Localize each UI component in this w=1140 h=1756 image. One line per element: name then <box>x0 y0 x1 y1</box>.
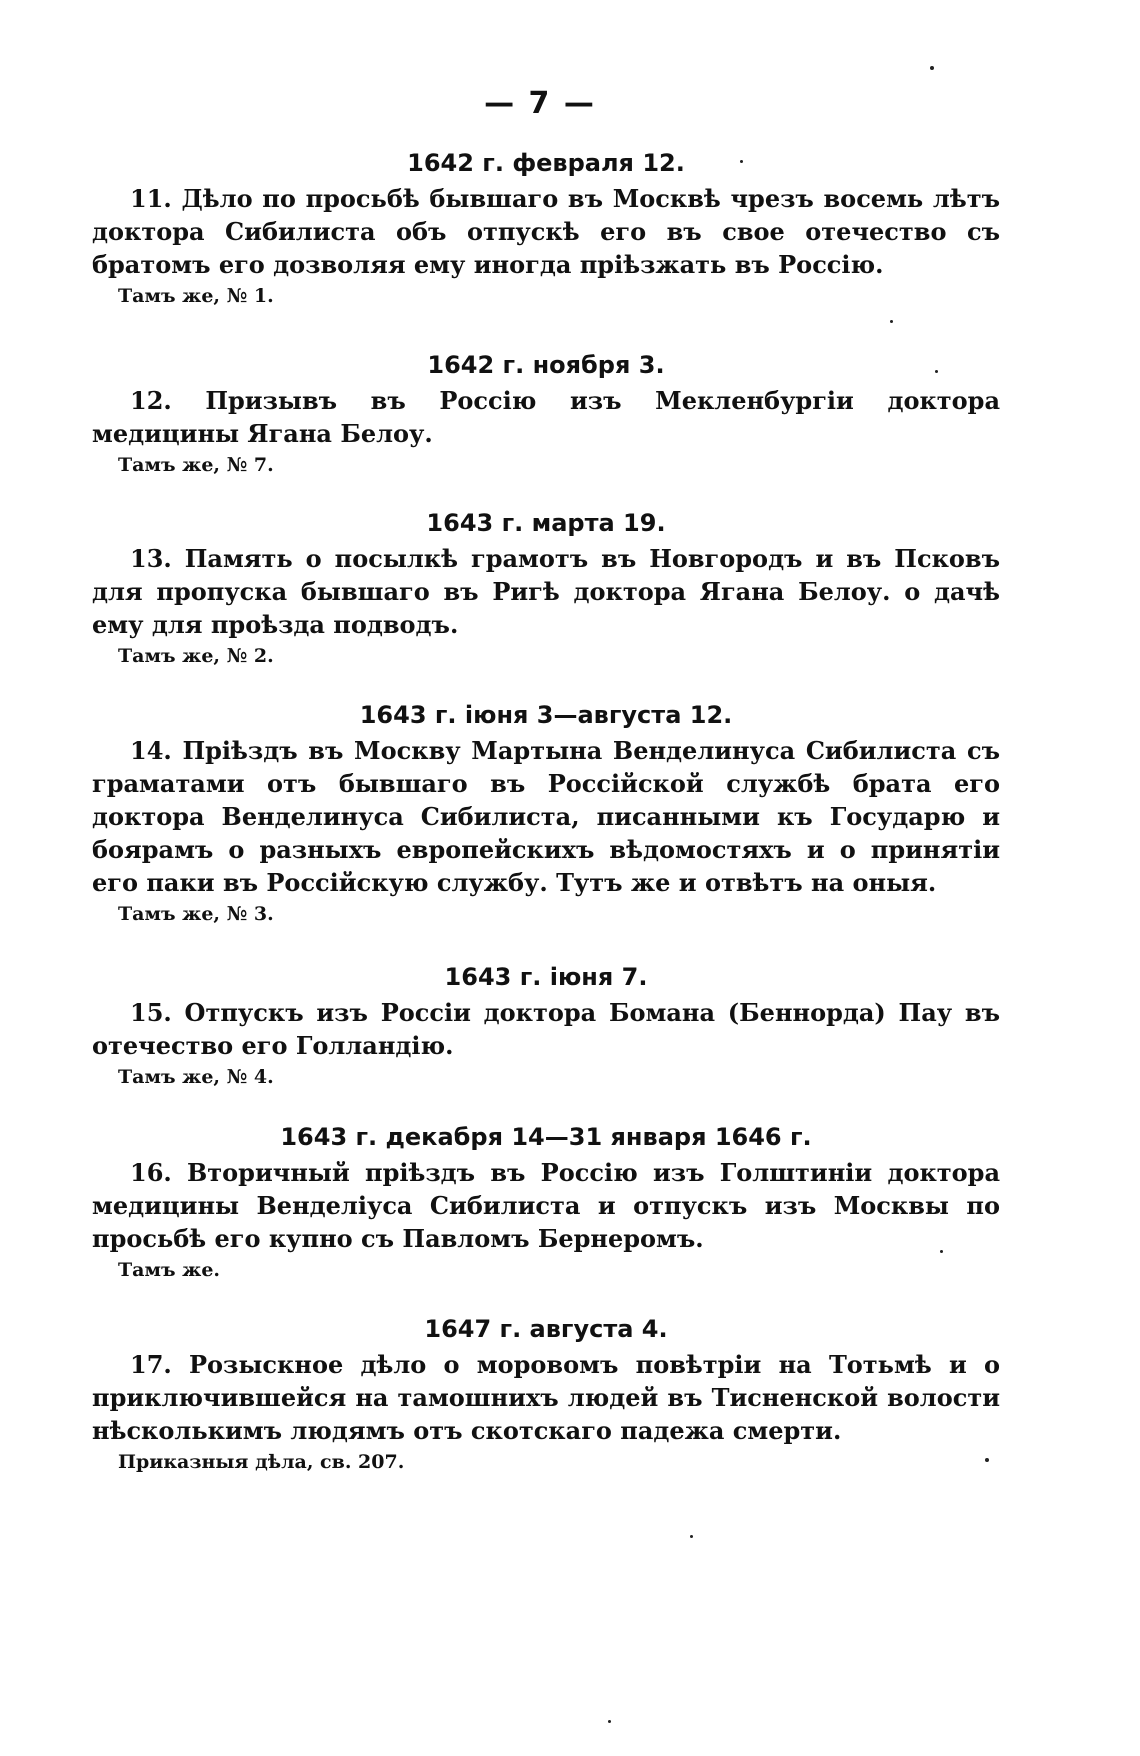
entry-text: 11. Дѣло по просьбѣ бывшаго въ Москвѣ чрезъ восемь лѣтъ доктора Сибилиста объ отпускѣ его въ свое отечество съ братомъ его дозволяя ему иногда пріѣзжать въ Россію. <box>92 184 1000 279</box>
entry-date: 1643 г. марта 19. <box>426 509 666 537</box>
entry-text: 15. Отпускъ изъ Россіи доктора Бомана (Беннорда) Пау въ отечество его Голландію. <box>92 998 1000 1060</box>
entry-17 <box>92 1314 1000 1475</box>
entry-date: 1643 г. іюня 3—августа 12. <box>359 701 733 729</box>
scan-speck <box>930 66 934 70</box>
entry-16 <box>92 1122 1000 1283</box>
scan-speck <box>935 370 938 373</box>
entry-date: 1642 г. ноября 3. <box>427 351 665 379</box>
entry-text: 14. Пріѣздъ въ Москву Мартына Венделинуса Сибилиста съ граматами отъ бывшаго въ Россійской службѣ брата его доктора Венделинуса Сибилиста, писанными къ Государю и боярамъ о разныхъ европейскихъ вѣдомостяхъ и о принятіи его паки въ Россійскую службу. Тутъ же и отвѣтъ на оныя. <box>92 736 1000 897</box>
entry-text: 16. Вторичный пріѣздъ въ Россію изъ Голштиніи доктора медицины Венделіуса Сибилиста и отпускъ изъ Москвы по просьбѣ его купно съ Павломъ Бернеромъ. <box>92 1158 1000 1253</box>
entry-14 <box>92 700 1000 927</box>
entry-source: Приказныя дѣла, св. 207. <box>118 1451 405 1473</box>
entry-date: 1643 г. декабря 14—31 января 1646 г. <box>280 1123 812 1151</box>
entry-date: 1642 г. февраля 12. <box>407 149 685 177</box>
entry-text: 17. Розыскное дѣло о моровомъ повѣтріи на Тотьмѣ и о приключившейся на тамошнихъ людей въ Тисненской волости нѣсколькимъ людямъ отъ скотскаго падежа смерти. <box>92 1350 1000 1445</box>
entry-source: Тамъ же, № 7. <box>118 454 274 476</box>
entry-source: Тамъ же, № 3. <box>118 903 274 925</box>
entry-source: Тамъ же. <box>118 1259 221 1281</box>
entry-text: 12. Призывъ въ Россію изъ Мекленбургіи доктора медицины Ягана Белоу. <box>92 386 1000 448</box>
entry-11 <box>92 148 1000 309</box>
entry-15 <box>92 962 1000 1090</box>
scan-speck <box>985 1458 989 1462</box>
scan-speck <box>890 320 893 323</box>
scan-speck <box>940 1250 943 1253</box>
entry-text: 13. Память о посылкѣ грамотъ въ Новгородъ и въ Псковъ для пропуска бывшаго въ Ригѣ доктора Ягана Белоу. о дачѣ ему для проѣзда подводъ. <box>92 544 1000 639</box>
entry-source: Тамъ же, № 4. <box>118 1066 274 1088</box>
scan-speck <box>740 160 743 163</box>
entry-source: Тамъ же, № 2. <box>118 645 274 667</box>
page-number: — 7 — <box>484 86 596 121</box>
entry-date: 1647 г. августа 4. <box>424 1315 668 1343</box>
scan-speck <box>690 1535 693 1538</box>
entry-12 <box>92 350 1000 478</box>
scan-speck <box>608 1720 611 1723</box>
entry-13 <box>92 508 1000 669</box>
entry-date: 1643 г. іюня 7. <box>444 963 648 991</box>
entry-source: Тамъ же, № 1. <box>118 285 274 307</box>
